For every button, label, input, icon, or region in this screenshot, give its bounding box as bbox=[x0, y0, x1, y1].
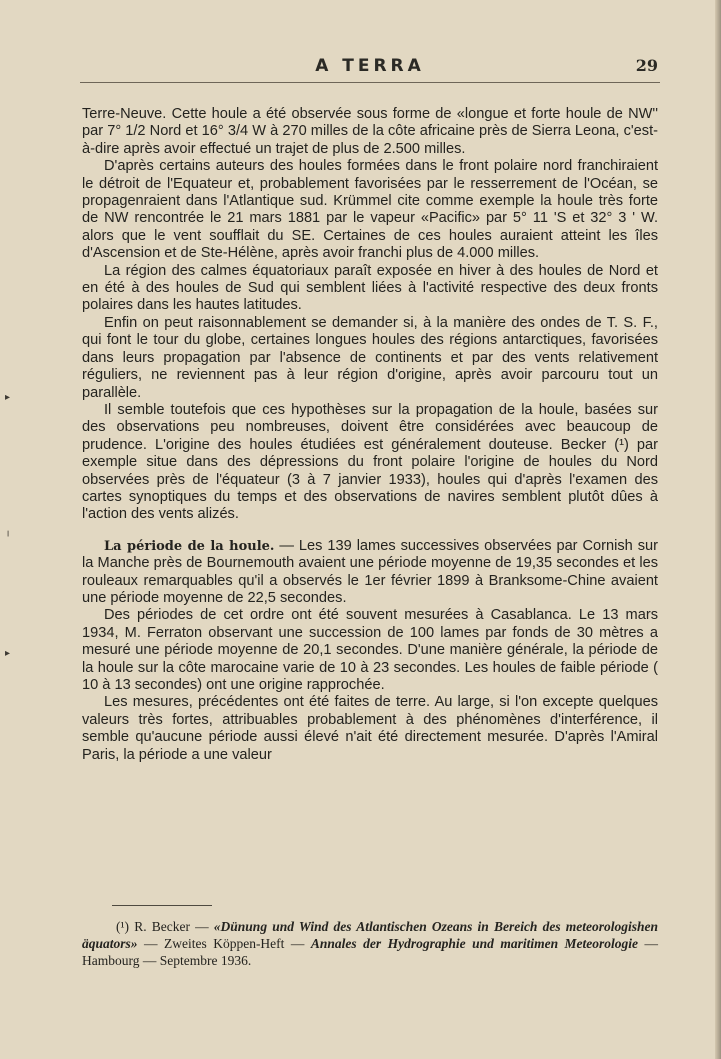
footnote-divider bbox=[112, 905, 212, 906]
section-paragraph bbox=[82, 538, 658, 608]
paragraph: Enfin on peut raisonnablement se demander si, à la manière des ondes de T. S. F., qui font le tour du globe, certaines longues houles des régions antarctiques, favorisées dans leurs propagation par l'absence de continents et par des vents relativement réguliers, ne reviennent pas à leur région d'origine, après avoir parcouru tout un parallèle. bbox=[82, 314, 658, 401]
footnote-title: «Dünung und Wind des Atlantischen Ozeans in Bereich des meteorologishen äquators» bbox=[82, 919, 659, 951]
footnote-middle: — Zweites Köppen-Heft — bbox=[144, 936, 305, 951]
page-number: 29 bbox=[635, 56, 658, 75]
footnote-marker: (¹) bbox=[116, 919, 130, 934]
section-heading: La période de la houle. bbox=[104, 538, 275, 554]
paragraph: Les mesures, précédentes ont été faites de terre. Au large, si l'on excepte quelques valeurs très fortes, attribuables probablement à des phénomènes d'interférence, il semble qu'aucune période aussi élevé n'ait été directement mesurée. D'après l'Amiral Paris, la période a une valeur bbox=[82, 694, 658, 763]
paragraph: D'après certains auteurs des houles formées dans le front polaire nord franchiraient le détroit de l'Equateur et, probablement favorisées par le resserrement de l'Océan, se propagenraient dans l'Atlantique sud. Krümmel cite comme exemple la houle très forte de NW rencontrée le 21 mars 1881 par le vapeur «Pacific» par 5° 11 'S et 32° 3 ' W. alors que le vent soufflait du SE. Certaines de ces houles auraient atteint les îles d'Ascension et de Ste-Hélène, après avoir franchi plus de 4.000 milles. bbox=[82, 158, 658, 262]
section-text: — Les 139 lames successives observées par Cornish sur la Manche près de Bournemouth avaient une période moyenne de 19,35 secondes et les rouleaux remarquables qu'il a observés le 1er février 1899 à Branksome-Chine avaient une période moyenne de 22,5 secondes. bbox=[82, 537, 658, 606]
footnote-end: — Hambourg — Septembre 1936. bbox=[82, 936, 659, 968]
margin-tick-mark: ╵ bbox=[5, 532, 12, 543]
footnote bbox=[82, 918, 658, 969]
footnote-author: R. Becker — bbox=[134, 919, 209, 934]
paragraph: La région des calmes équatoriaux paraît exposée en hiver à des houles de Nord et en été à des houles de Sud qui semblent liées à l'activité respective des deux fronts polaires dans les hautes latitudes. bbox=[82, 262, 658, 314]
margin-tick-mark: ▸ bbox=[5, 392, 11, 403]
footnote-journal: Annales der Hydrographie und maritimen Meteorologie bbox=[310, 936, 639, 951]
section-spacer bbox=[82, 524, 658, 538]
paragraph: Il semble toutefois que ces hypothèses sur la propagation de la houle, basées sur des observations peu nombreuses, doivent être considérées avec beaucoup de prudence. L'origine des houles étudiées est généralement douteuse. Becker (¹) par exemple situe dans des dépressions du front polaire l'origine de houles du Nord observées près de l'équateur (3 à 7 janvier 1933), houles qui d'après l'examen des cartes synoptiques du temps et des observations de navires semblent plutôt dûes à l'action des vents alizés. bbox=[82, 401, 658, 523]
running-title: A TERRA bbox=[315, 56, 425, 76]
paragraph: Terre-Neuve. Cette houle a été observée sous forme de «longue et forte houle de NW'' par 7° 1/2 Nord et 16° 3/4 W à 270 milles de la côte africaine près de Sierra Leona, c'est-à-dire après avoir effectué un trajet de plus de 2.500 milles. bbox=[82, 106, 658, 157]
main-text bbox=[82, 106, 658, 764]
paragraph: Des périodes de cet ordre ont été souvent mesurées à Casablanca. Le 13 mars 1934, M. Ferraton observant une succession de 100 lames par fonds de 30 mètres a mesuré une période moyenne de 20,1 secondes. D'une manière générale, la période de la houle sur la côte marocaine varie de 10 à 23 secondes. Les houles de faible période ( 10 à 13 secondes) ont une origine rapprochée. bbox=[82, 607, 658, 693]
margin-tick-mark: ▸ bbox=[5, 648, 11, 659]
running-header bbox=[80, 54, 660, 83]
